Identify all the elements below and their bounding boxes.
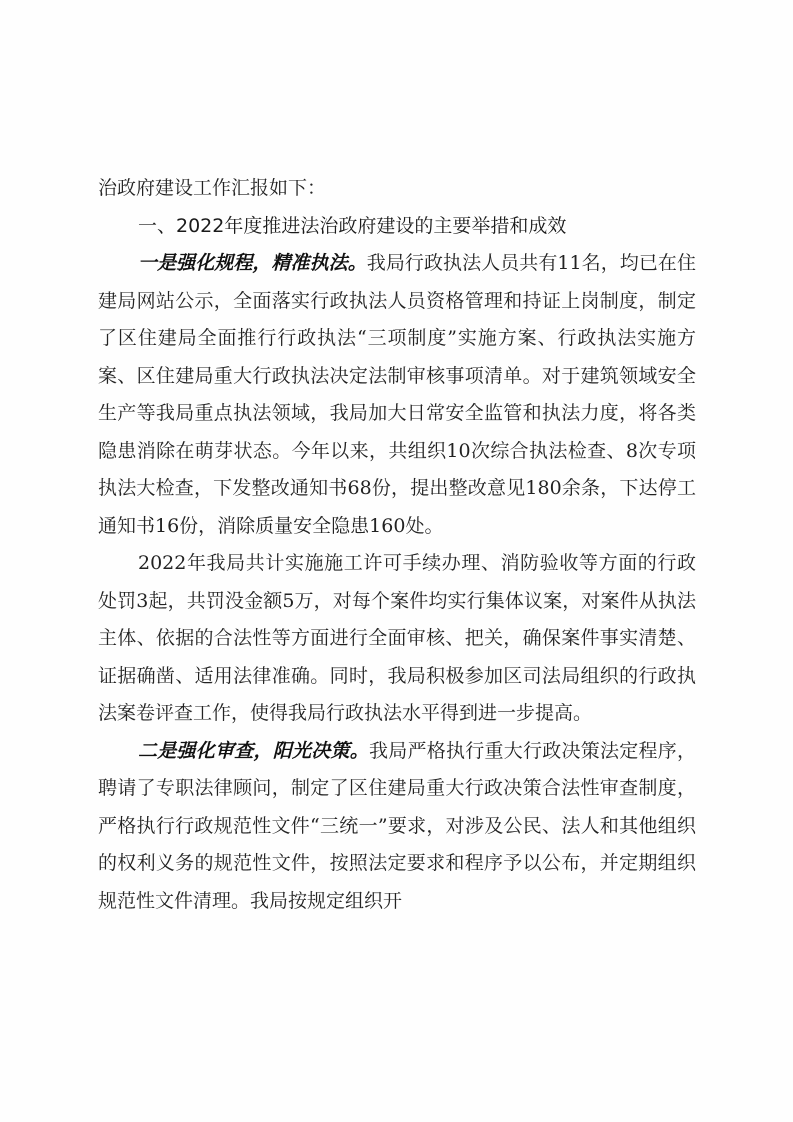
- paragraph-3: [98, 733, 696, 921]
- section-heading: 一、2022年度推进法治政府建设的主要举措和成效: [138, 214, 567, 237]
- paragraph-2-text: 2022年我局共计实施施工许可手续办理、消防验收等方面的行政处罚3起，共罚没金额5万，对每个案件均实行集体议案，对案件从执法主体、依据的合法性等方面进行全面审核、把关，确保案件事实清楚、证据确凿、适用法律准确。同时，我局积极参加区司法局组织的行政执法案卷评查工作，使得我局行政执法水平得到进一步提高。: [98, 552, 696, 724]
- paragraph-3-text: 我局严格执行重大行政决策法定程序，聘请了专职法律顾问，制定了区住建局重大行政决策合法性审查制度，严格执行行政规范性文件“三统一”要求，对涉及公民、法人和其他组织的权利义务的规范性文件，按照法定要求和程序予以公布，并定期组织规范性文件清理。我局按规定组织开: [98, 739, 696, 912]
- document-body: [98, 170, 696, 920]
- paragraph-1: [98, 245, 696, 545]
- paragraph-1-lead: 一是强化规程，精准执法。: [138, 252, 367, 274]
- paragraph-1-text: 我局行政执法人员共有11名，均已在住建局网站公示，全面落实行政执法人员资格管理和持证上岗制度，制定了区住建局全面推行行政执法“三项制度”实施方案、行政执法实施方案、区住建局重大行政执法决定法制审核事项清单。对于建筑领域安全生产等我局重点执法领域，我局加大日常安全监管和执法力度，将各类隐患消除在萌芽状态。今年以来，共组织10次综合执法检查、8次专项执法大检查，下发整改通知书68份，提出整改意见180余条，下达停工通知书16份，消除质量安全隐患160处。: [98, 252, 696, 537]
- paragraph-3-lead: 二是强化审查，阳光决策。: [138, 739, 369, 762]
- intro-line: 治政府建设工作汇报如下：: [98, 177, 327, 199]
- paragraph-2: [98, 545, 696, 733]
